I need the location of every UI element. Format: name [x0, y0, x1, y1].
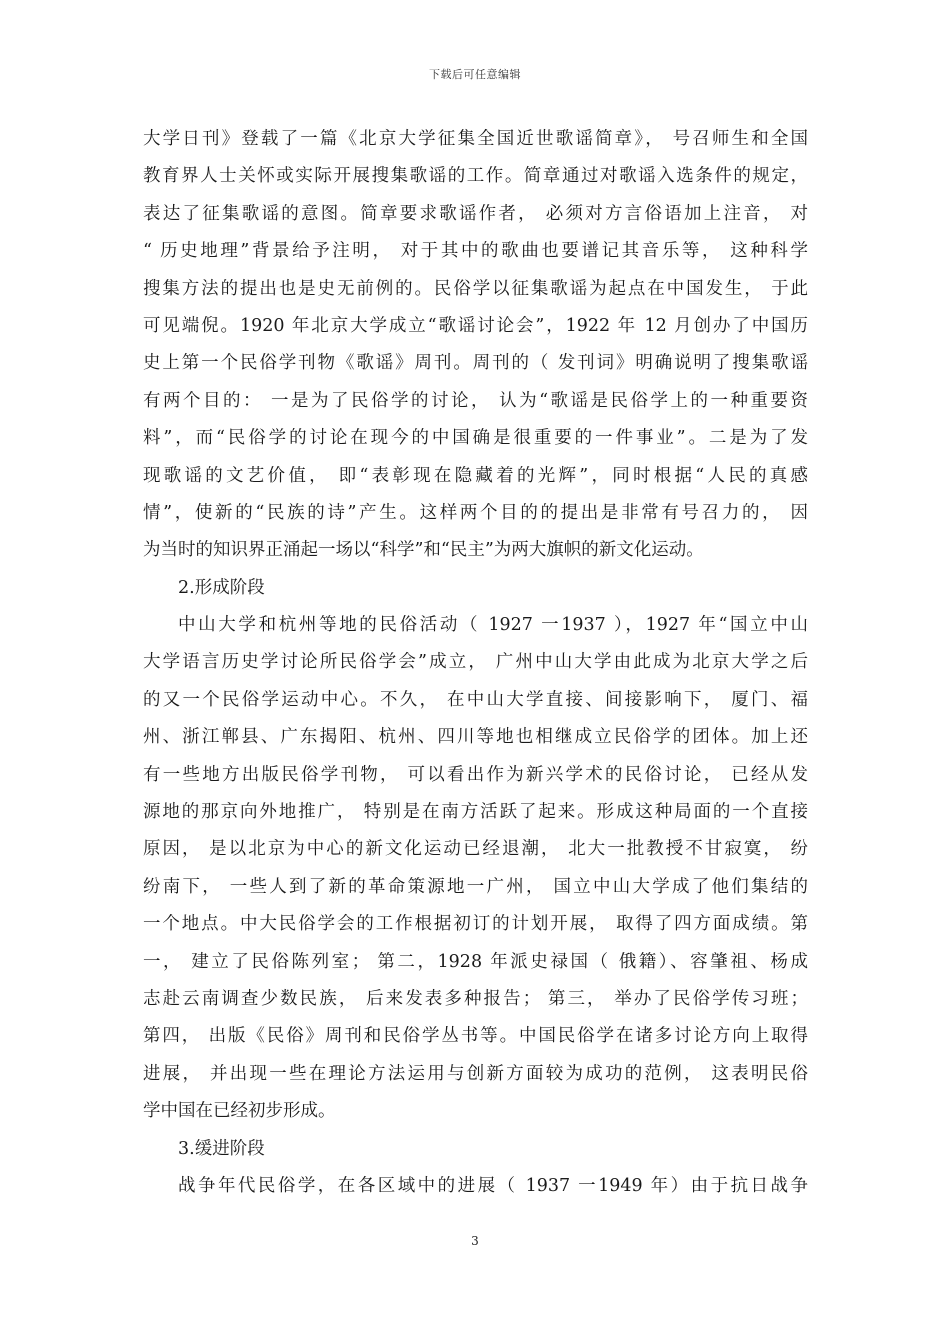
text-line: 纷南下， 一些人到了新的革命策源地一广州， 国立中山大学成了他们集结的 [143, 876, 808, 897]
text-line: 一个地点。中大民俗学会的工作根据初订的计划开展， 取得了四方面成绩。第 [143, 914, 808, 935]
text-line: 料”，而“民俗学的讨论在现今的中国确是很重要的一件事业”。二是为了发 [143, 428, 808, 449]
text-line: 进展， 并出现一些在理论方法运用与创新方面较为成功的范例， 这表明民俗 [143, 1063, 808, 1084]
text-line: 源地的那京向外地推广， 特别是在南方活跃了起来。形成这种局面的一个直接 [143, 802, 808, 823]
text-line: 第四， 出版《民俗》周刊和民俗学丛书等。中国民俗学在诸多讨论方向上取得 [143, 1026, 808, 1047]
text-line: 有一些地方出版民俗学刊物， 可以看出作为新兴学术的民俗讨论， 已经从发 [143, 764, 808, 785]
text-line: 的又一个民俗学运动中心。不久， 在中山大学直接、间接影响下， 厦门、福 [143, 689, 808, 710]
section-heading: 3.缓进阶段 [178, 1138, 265, 1159]
text-line: 教育界人士关怀或实际开展搜集歌谣的工作。简章通过对歌谣入选条件的规定， [143, 166, 808, 187]
text-line: 大学语言历史学讨论所民俗学会”成立， 广州中山大学由此成为北京大学之后 [143, 652, 808, 673]
text-line: 为当时的知识界正涌起一场以“科学”和“民主”为两大旗帜的新文化运动。 [143, 540, 704, 561]
text-line: 原因， 是以北京为中心的新文化运动已经退潮， 北大一批教授不甘寂寞， 纷 [143, 839, 808, 860]
text-line: 现歌谣的文艺价值， 即“表彰现在隐藏着的光辉”，同时根据“人民的真感 [143, 465, 808, 486]
text-line: 史上第一个民俗学刊物《歌谣》周刊。周刊的（ 发刊词》明确说明了搜集歌谣 [143, 353, 808, 374]
text-line: 大学日刊》登载了一篇《北京大学征集全国近世歌谣简章》， 号召师生和全国 [143, 129, 808, 149]
page-number: 3 [471, 1234, 479, 1248]
text-line: 学中国在已经初步形成。 [143, 1101, 336, 1122]
page-header: 下载后可任意编辑 [429, 68, 521, 81]
text-line: 一， 建立了民俗陈列室； 第二，1928 年派史禄国（ 俄籍）、容肇祖、杨成 [143, 951, 808, 972]
text-line: 搜集方法的提出也是史无前例的。民俗学以征集歌谣为起点在中国发生， 于此 [143, 278, 808, 299]
section-heading: 2.形成阶段 [178, 577, 265, 598]
text-line: 战争年代民俗学，在各区域中的进展（ 1937 一1949 年）由于抗日战争 [178, 1175, 808, 1196]
text-line: 州、浙江郸县、广东揭阳、杭州、四川等地也相继成立民俗学的团体。加上还 [143, 727, 808, 748]
text-line: “ 历史地理”背景给予注明， 对于其中的歌曲也要谱记其音乐等， 这种科学 [143, 241, 808, 262]
text-line: 表达了征集歌谣的意图。简章要求歌谣作者， 必须对方言俗语加上注音， 对 [143, 203, 808, 224]
text-line: 中山大学和杭州等地的民俗活动（ 1927 一1937 ），1927 年“国立中山 [178, 615, 808, 636]
text-line: 有两个目的： 一是为了民俗学的讨论， 认为“歌谣是民俗学上的一种重要资 [143, 390, 808, 411]
text-line: 情”，使新的“民族的诗”产生。这样两个目的的提出是非常有号召力的， 因 [143, 502, 808, 523]
document-body [143, 121, 808, 1205]
text-line: 志赴云南调查少数民族， 后来发表多种报告； 第三， 举办了民俗学传习班； [143, 988, 808, 1009]
text-line: 可见端倪。1920 年北京大学成立“歌谣讨论会”，1922 年 12 月创办了中国历 [143, 315, 808, 336]
